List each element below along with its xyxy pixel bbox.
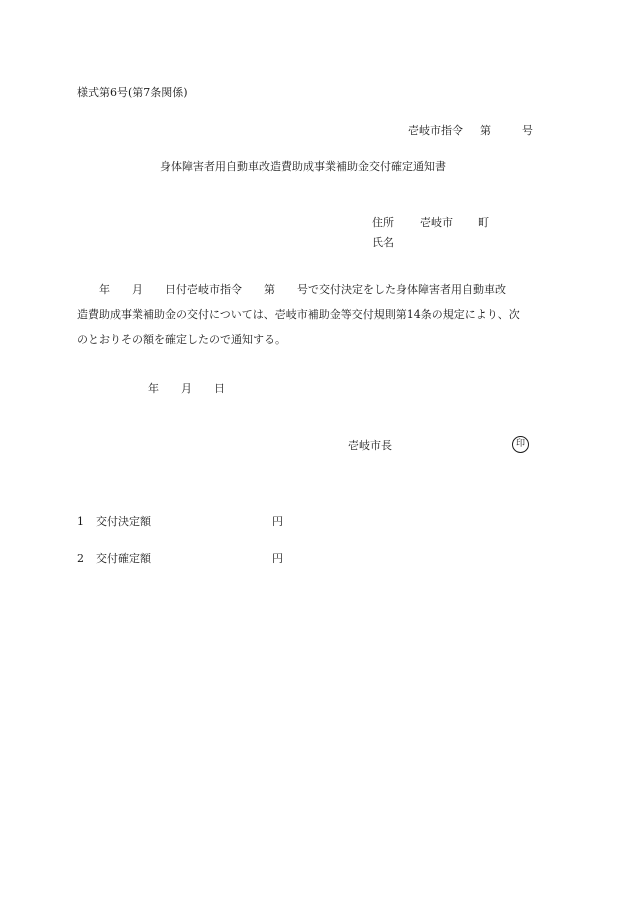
document-title: 身体障害者用自動車改造費助成事業補助金交付確定通知書 xyxy=(160,160,446,173)
document-number xyxy=(408,125,533,136)
form-label: 様式第6号(第7条関係) xyxy=(77,86,188,99)
doc-number-prefix: 壱岐市指令 xyxy=(408,124,463,137)
mayor-signature: 壱岐市長 xyxy=(348,439,392,452)
item-unit: 円 xyxy=(272,552,283,565)
list-item-confirmed-amount xyxy=(77,552,283,565)
seal-icon: 印 xyxy=(512,436,529,453)
issue-date: 年 月 日 xyxy=(148,382,225,395)
item-unit: 円 xyxy=(272,515,283,528)
item-number: 1 xyxy=(77,515,84,528)
address-town: 町 xyxy=(478,216,489,229)
address-city: 壱岐市 xyxy=(420,216,453,229)
item-label: 交付確定額 xyxy=(96,552,151,565)
list-item-decided-amount xyxy=(77,515,283,528)
doc-number-go: 号 xyxy=(522,124,533,137)
name-label: 氏名 xyxy=(372,236,394,249)
body-line: 年 月 日付壱岐市指令 第 号で交付決定をした身体障害者用自動車改 xyxy=(77,283,506,296)
doc-number-dai: 第 xyxy=(480,124,491,137)
body-paragraph xyxy=(77,277,553,352)
item-number: 2 xyxy=(77,552,84,565)
body-line: のとおりその額を確定したので通知する。 xyxy=(77,333,286,346)
address-label: 住所 xyxy=(372,216,394,229)
item-label: 交付決定額 xyxy=(96,515,151,528)
body-line: 造費助成事業補助金の交付については、壱岐市補助金等交付規則第14条の規定により、次 xyxy=(77,308,520,321)
